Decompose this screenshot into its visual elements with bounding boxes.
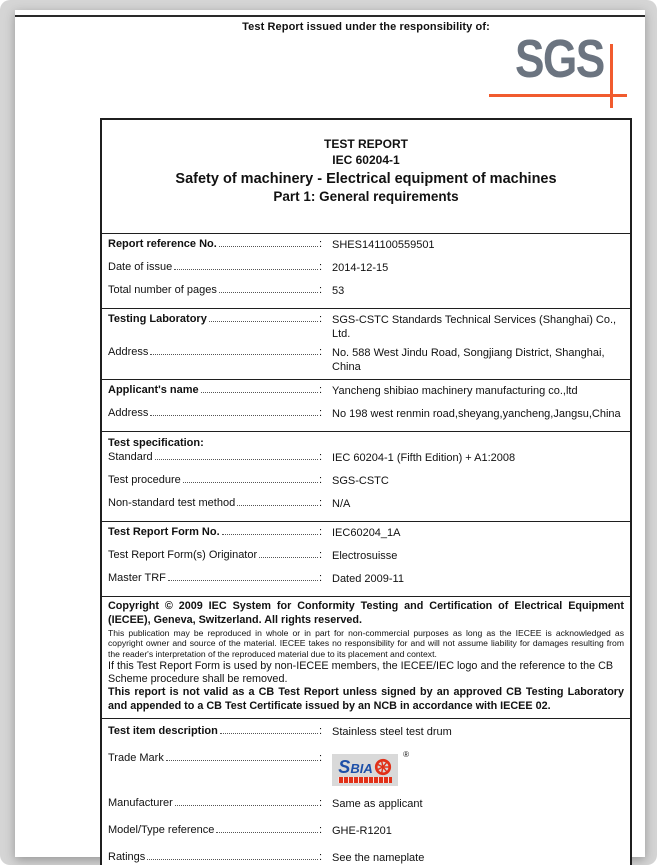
field-value: Dated 2009-11 xyxy=(332,573,404,586)
wheel-icon xyxy=(374,758,392,776)
field-colon: : xyxy=(318,261,322,273)
field-row-non-standard-test-method xyxy=(102,495,630,518)
field-row-test-item-description xyxy=(102,721,630,748)
title-line-4: Part 1: General requirements xyxy=(273,189,459,204)
dot-leader xyxy=(150,354,318,355)
field-label-cell xyxy=(108,474,322,486)
field-row-testing-laboratory xyxy=(102,311,630,344)
dot-leader xyxy=(259,557,318,558)
field-colon: : xyxy=(318,752,322,765)
field-label-cell xyxy=(108,384,322,396)
field-value: Stainless steel test drum xyxy=(332,726,452,739)
report-page xyxy=(15,10,645,865)
field-label-cell xyxy=(108,451,322,463)
field-colon: : xyxy=(318,851,322,864)
field-label-cell xyxy=(108,346,322,358)
field-colon: : xyxy=(318,313,322,325)
top-rule-divider xyxy=(15,15,645,17)
report-title-block xyxy=(102,120,630,233)
dot-leader xyxy=(147,859,318,860)
field-value xyxy=(322,752,622,789)
table-section-fields xyxy=(102,233,630,308)
field-row-test-report-form-no xyxy=(102,524,630,547)
field-colon: : xyxy=(318,572,322,585)
field-colon: : xyxy=(318,497,322,510)
field-value: IEC 60204-1 (Fifth Edition) + A1:2008 xyxy=(332,452,516,465)
field-value: No. 588 West Jindu Road, Songjiang District, Shanghai, China xyxy=(332,346,605,373)
field-value: N/A xyxy=(332,498,351,511)
dot-leader xyxy=(175,805,318,806)
field-value: SGS-CSTC Standards Technical Services (Shanghai) Co., Ltd. xyxy=(332,314,617,341)
field-value: 2014-12-15 xyxy=(332,262,389,274)
dot-leader xyxy=(150,415,318,416)
field-label: Standard xyxy=(108,451,153,464)
field-value: GHE-R1201 xyxy=(332,825,392,838)
table-section-fields xyxy=(102,379,630,431)
field-label: Manufacturer xyxy=(108,797,173,810)
field-label-cell xyxy=(108,407,322,419)
field-label: Ratings xyxy=(108,851,146,864)
field-label-cell xyxy=(108,549,322,561)
field-colon: : xyxy=(318,725,322,738)
field-row-date-of-issue xyxy=(102,259,630,282)
field-value: IEC60204_1A xyxy=(332,527,401,540)
sgs-logo-horizontal-line xyxy=(489,94,627,97)
table-section-fields xyxy=(102,431,630,521)
title-line-3: Safety of machinery - Electrical equipment of machines xyxy=(175,171,557,187)
field-colon: : xyxy=(318,549,322,562)
dot-leader xyxy=(201,392,318,393)
field-row-test-report-form-s-originator xyxy=(102,547,630,570)
field-value: SGS-CSTC xyxy=(332,475,389,488)
trademark-logo-row xyxy=(338,758,391,776)
field-label-cell xyxy=(108,725,322,737)
field-row-trade-mark xyxy=(102,748,630,793)
field-label: Address xyxy=(108,407,149,420)
copyright-paragraph-3: If this Test Report Form is used by non-IECEE members, the IECEE/IEC logo and the reference to the CB Scheme procedure shall be removed. xyxy=(108,660,614,686)
field-label: Testing Laboratory xyxy=(108,313,207,325)
dot-leader xyxy=(168,580,318,581)
field-label-cell xyxy=(108,752,322,764)
table-section-fields xyxy=(102,308,630,379)
copyright-paragraph-4: This report is not valid as a CB Test Report unless signed by an approved CB Testing Laboratory and appended to a CB Test Certificate issued by an NCB in accordance with IECEE 02. xyxy=(108,686,624,712)
trademark-subtext-strip xyxy=(338,777,392,783)
field-label-cell xyxy=(108,572,322,584)
field-label: Total number of pages xyxy=(108,284,217,296)
field-row-address xyxy=(102,405,630,428)
field-label: Test Report Form No. xyxy=(108,526,220,539)
copyright-block xyxy=(102,596,630,718)
field-value: Same as applicant xyxy=(332,798,423,811)
field-label-cell xyxy=(108,261,322,273)
header-note: Test Report issued under the responsibility of: xyxy=(242,21,490,33)
field-label-cell xyxy=(108,313,322,325)
field-label: Test item description xyxy=(108,725,218,738)
trademark-logo xyxy=(332,750,409,786)
sgs-logo: SGS xyxy=(515,29,604,89)
dot-leader xyxy=(155,459,318,460)
field-colon: : xyxy=(318,824,322,837)
field-label: Non-standard test method xyxy=(108,497,236,510)
field-label-cell xyxy=(108,851,322,863)
dot-leader xyxy=(183,482,318,483)
field-colon: : xyxy=(318,474,322,487)
dot-leader xyxy=(220,733,318,734)
dot-leader xyxy=(209,321,318,322)
field-row-total-number-of-pages xyxy=(102,282,630,305)
field-colon: : xyxy=(318,526,322,539)
field-colon: : xyxy=(318,451,322,464)
field-label: Date of issue xyxy=(108,261,173,273)
dot-leader xyxy=(237,505,318,506)
field-row-report-reference-no xyxy=(102,236,630,259)
field-value: 53 xyxy=(332,285,345,297)
field-colon: : xyxy=(318,797,322,810)
field-colon: : xyxy=(318,238,322,250)
table-section-fields xyxy=(102,718,630,865)
field-value: No 198 west renmin road,sheyang,yancheng,Jangsu,China xyxy=(332,408,621,421)
field-row-ratings xyxy=(102,847,630,865)
field-label-cell xyxy=(108,284,322,296)
dot-leader xyxy=(219,246,318,247)
field-colon: : xyxy=(318,284,322,296)
dot-leader xyxy=(174,269,318,270)
registered-mark: ® xyxy=(403,750,409,760)
field-value: Yancheng shibiao machinery manufacturing co.,ltd xyxy=(332,385,578,398)
field-label: Address xyxy=(108,345,149,358)
dot-leader xyxy=(166,760,318,761)
trademark-logo-box xyxy=(332,754,398,786)
field-label: Test Report Form(s) Originator xyxy=(108,549,258,562)
copyright-paragraph-2: This publication may be reproduced in whole or in part for non-commercial purposes as long as the IECEE is acknowledged as copyright owner and source of the material. IECEE takes no responsibility for and will not assume liability for damages resulting from the reader's interpretation of the reproduced material due to its placement and context. xyxy=(108,628,624,659)
field-value: See the nameplate xyxy=(332,852,425,865)
field-row-model-type-reference xyxy=(102,820,630,847)
dot-leader xyxy=(222,534,318,535)
field-colon: : xyxy=(318,384,322,397)
field-value: Electrosuisse xyxy=(332,550,398,563)
report-table xyxy=(100,118,632,865)
field-label: Report reference No. xyxy=(108,238,217,250)
dot-leader xyxy=(219,292,318,293)
copyright-paragraph-1: Copyright © 2009 IEC System for Conformity Testing and Certification of Electrical Equipment (IECEE), Geneva, Switzerland. All rights reserved. xyxy=(108,600,624,626)
field-label: Trade Mark xyxy=(108,752,164,765)
field-label-cell xyxy=(108,526,322,538)
title-line-1: TEST REPORT xyxy=(323,137,408,151)
field-label: Test procedure xyxy=(108,474,181,487)
section-heading-test-specification: Test specification: xyxy=(108,437,204,450)
title-line-2: IEC 60204-1 xyxy=(332,153,400,167)
field-label-cell xyxy=(108,824,322,836)
table-section-fields xyxy=(102,521,630,596)
field-colon: : xyxy=(318,345,322,358)
field-row-test-procedure xyxy=(102,472,630,495)
field-row-standard xyxy=(102,449,630,472)
field-row-master-trf xyxy=(102,570,630,593)
dot-leader xyxy=(216,832,318,833)
field-row-applicant-s-name xyxy=(102,382,630,405)
field-label-cell xyxy=(108,238,322,250)
field-label: Model/Type reference xyxy=(108,824,215,837)
field-label: Applicant's name xyxy=(108,384,199,397)
sgs-logo-vertical-line xyxy=(610,44,613,108)
field-label: Master TRF xyxy=(108,572,166,585)
field-row-address xyxy=(102,344,630,377)
field-label-cell xyxy=(108,797,322,809)
field-label-cell xyxy=(108,497,322,509)
field-row-manufacturer xyxy=(102,793,630,820)
field-value: SHES141100559501 xyxy=(332,239,435,251)
field-colon: : xyxy=(318,407,322,420)
trademark-brand-text: SBIA xyxy=(338,757,373,778)
